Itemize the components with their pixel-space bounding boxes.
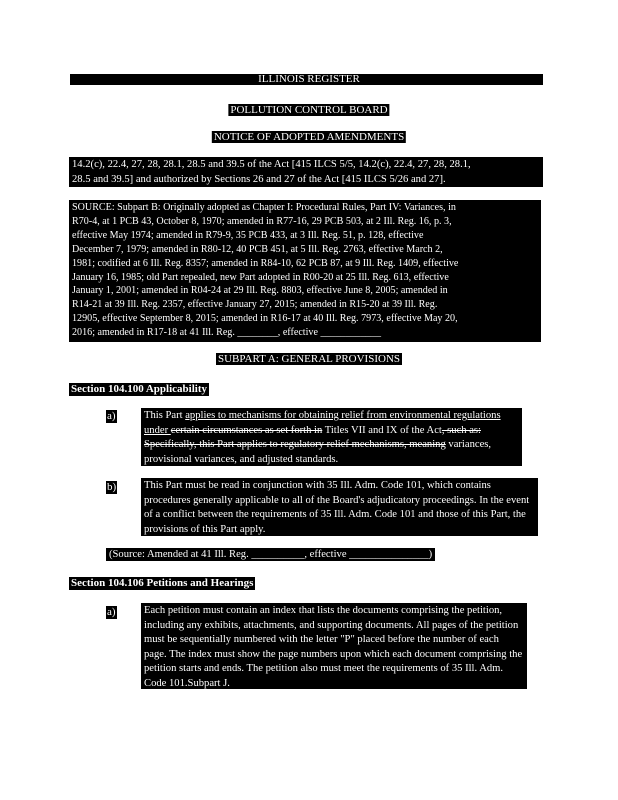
register-title: ILLINOIS REGISTER [258,73,360,85]
source-line: R70-4, at 1 PCB 43, October 8, 1970; amended in R77-16, 29 PCB 503, at 2 Ill. Reg. 16, p. 3, [72,215,452,227]
notice-title: NOTICE OF ADOPTED AMENDMENTS [213,131,405,143]
subsection-a-marker: a) [107,606,116,618]
text: Each petition must contain an index that lists the documents comprising the petition, including any exhibits, attachments, and supporting documents. All pages of the petition must be sequentially numbered with the letter "P" placed before the number of each page. The index must show the page numbers upon which each document comprising the petition starts and ends. The petition also must meet the requirements of 35 Ill. Adm. Code 101.Subpart J. [144,605,523,689]
source-line: 12905, effective September 8, 2015; amended in R16-17 at 40 Ill. Reg. 7973, effective May 20, [72,313,458,325]
struck-text: certain circumstances as set forth in [170,424,323,436]
source-line: January 16, 1985; old Part repealed, new Part adopted in R00-20 at 25 Ill. Reg. 613, effective [72,271,449,283]
section-104-106-heading: Section 104.106 Petitions and Hearings [71,577,254,589]
subpart-title: SUBPART A: GENERAL PROVISIONS [218,353,400,365]
source-line: SOURCE: Subpart B: Originally adopted as Chapter I: Procedural Rules, Part IV: Variances, in [72,202,456,213]
text: Titles VII and IX of the Act [322,424,442,436]
source-note: (Source: Amended at 41 Ill. Reg. __________, effective _______________) [106,548,435,561]
subsection-a-text [141,603,527,689]
source-line: December 7, 1979; amended in R80-12, 40 PCB 451, at 5 Ill. Reg. 2763, effective March 2, [72,243,443,255]
subsection-b-marker: b) [107,481,117,493]
source-paragraph [69,200,541,342]
section-104-100-heading: Section 104.100 Applicability [71,383,207,395]
subsection-a-text [141,408,522,466]
text: This Part must be read in conjunction with 35 Ill. Adm. Code 101, which contains procedures generally applicable to all of the Board's adjudicatory proceedings. In the event of a conflict between the requirements of 35 Ill. Adm. Code 101 and those of this Part, the provisions of this Part apply. [144,480,530,535]
struck-text: , such as: Specifically, this Part applies to regulatory relief mechanisms, meaning [144,424,481,451]
authority-paragraph [69,157,543,187]
authority-line-1: 14.2(c), 22.4, 27, 28, 28.1, 28.5 and 39.5 of the Act [415 ILCS 5/5, 14.2(c), 22.4, 27, 28, 28.1, [72,159,471,170]
text: applies to mechanisms for obtaining relief from environmental regulations under [144,410,501,436]
subsection-a-marker: a) [107,410,116,422]
source-line: effective May 1974; amended in R79-9, 35 PCB 433, at 3 Ill. Reg. 51, p. 128, effective [72,229,424,241]
source-line: January 1, 2001; amended in R04-24 at 29 Ill. Reg. 8803, effective June 8, 2005; amended in [72,285,448,297]
subsection-b-text [141,478,538,536]
text: This Part [144,410,186,421]
source-line: R14-21 at 39 Ill. Reg. 2357, effective January 27, 2015; amended in R15-20 at 39 Ill. Reg. [72,299,438,311]
source-line: 2016; amended in R17-18 at 41 Ill. Reg. ________, effective ____________ [72,327,382,339]
source-line: 1981; codified at 6 Ill. Reg. 8357; amended in R84-10, 62 PCB 87, at 9 Ill. Reg. 1409, effective [72,257,459,269]
authority-line-2: 28.5 and 39.5] and authorized by Sections 26 and 27 of the Act [415 ILCS 5/26 and 27]. [72,173,446,185]
text: variances, provisional variances, and adjusted standards. [144,439,492,465]
board-title: POLLUTION CONTROL BOARD [230,104,388,116]
